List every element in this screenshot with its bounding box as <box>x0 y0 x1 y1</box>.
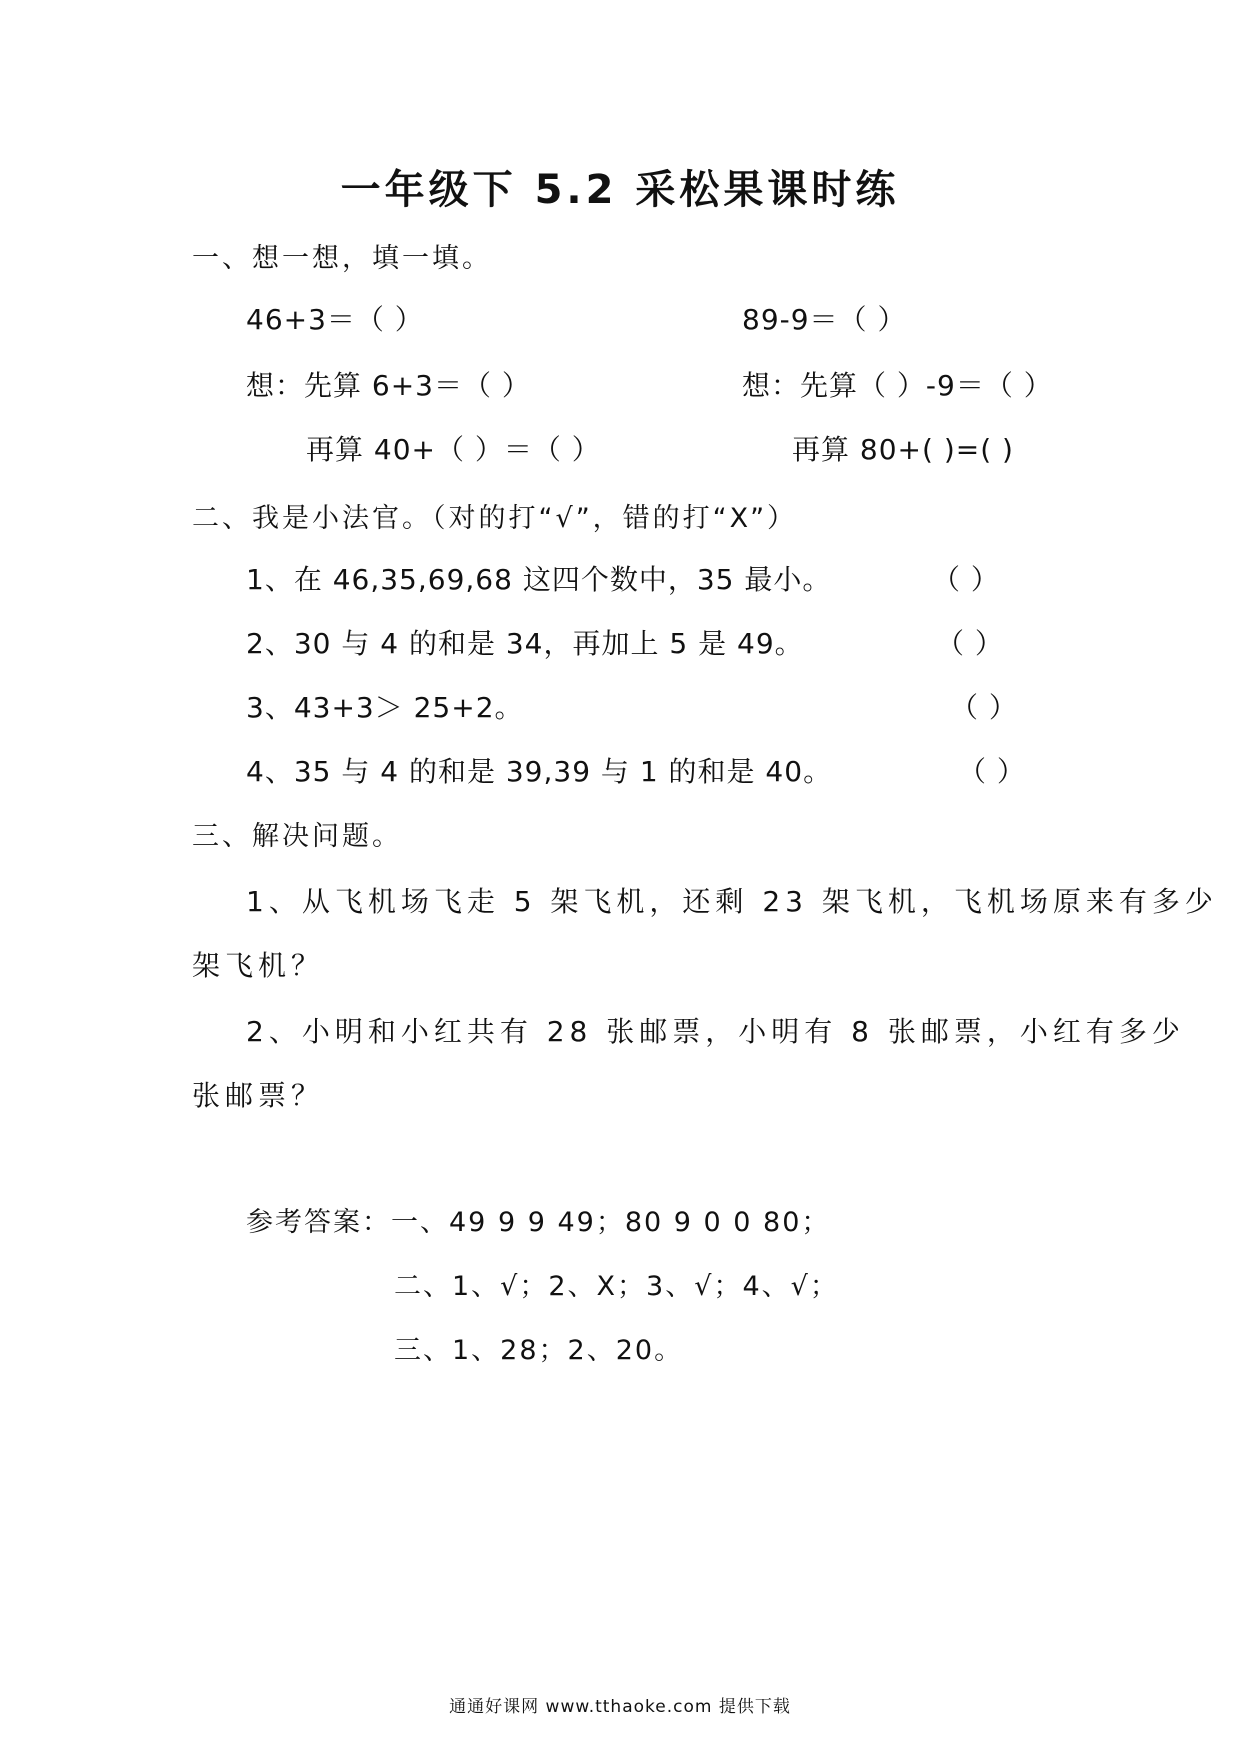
s1-left-line-3: 再算 40+（ ）＝（ ） <box>306 433 601 466</box>
section-1-heading: 一、想一想，填一填。 <box>192 243 492 274</box>
judge-item-2: 2、30 与 4 的和是 34，再加上 5 是 49。 <box>246 627 804 660</box>
s1-left-line-2: 想：先算 6+3＝（ ） <box>246 369 531 402</box>
judge-item-3: 3、43+3＞ 25+2。 <box>246 691 524 724</box>
section-2-heading: 二、我是小法官。（对的打“√”，错的打“X”） <box>192 503 798 534</box>
judge-item-3-blank: （ ） <box>950 691 1018 724</box>
s1-right-line-1: 89-9＝（ ） <box>742 303 907 336</box>
judge-item-2-blank: （ ） <box>936 627 1004 660</box>
section-3-heading: 三、解决问题。 <box>192 821 402 852</box>
footer-credit: 通通好课网 www.tthaoke.com 提供下载 <box>449 1697 791 1717</box>
judge-item-4: 4、35 与 4 的和是 39,39 与 1 的和是 40。 <box>246 755 833 788</box>
problem-2-line-1: 2、小明和小红共有 28 张邮票，小明有 8 张邮票，小红有多少 <box>246 1015 1185 1048</box>
answer-line-1: 参考答案：一、49 9 9 49；80 9 0 0 80； <box>246 1207 831 1238</box>
s1-right-line-2: 想：先算（ ）-9＝（ ） <box>742 369 1053 402</box>
answer-line-3: 三、1、28；2、20。 <box>394 1335 684 1366</box>
judge-item-1-blank: （ ） <box>932 563 1000 596</box>
answer-line-2: 二、1、√；2、X；3、√；4、√； <box>394 1271 839 1302</box>
s1-right-line-3: 再算 80+( )=( ) <box>792 433 1014 466</box>
problem-1-line-1: 1、从飞机场飞走 5 架飞机，还剩 23 架飞机，飞机场原来有多少 <box>246 885 1218 918</box>
judge-item-1: 1、在 46,35,69,68 这四个数中，35 最小。 <box>246 563 832 596</box>
s1-left-line-1: 46+3＝（ ） <box>246 303 424 336</box>
problem-2-line-2: 张邮票？ <box>192 1079 325 1112</box>
page-title: 一年级下 5.2 采松果课时练 <box>340 167 900 213</box>
judge-item-4-blank: （ ） <box>958 755 1026 788</box>
problem-1-line-2: 架飞机？ <box>192 949 325 982</box>
